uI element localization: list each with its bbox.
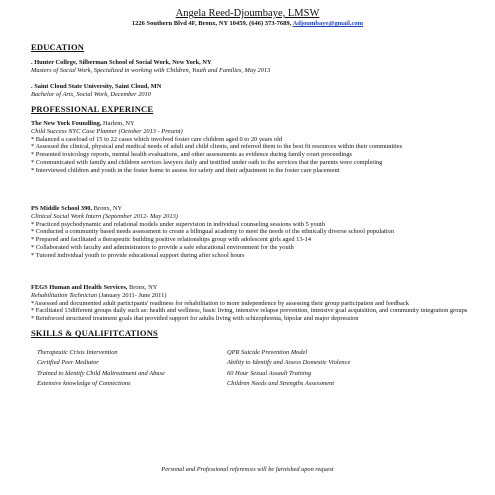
education-degree: Bachelor of Arts, Social Work, December 2010 <box>31 90 151 98</box>
job-entry <box>31 205 471 260</box>
skill-item: Certified Peer Mediator <box>37 359 99 367</box>
skills-list <box>37 348 457 390</box>
education-school: . Saint Cloud State University, Saint Cloud, MN <box>31 83 162 90</box>
job-bullet: * Collaborated with faculty and administrators to provide a safe educational environment for the youth <box>31 243 294 251</box>
email-link[interactable]: Adjoumbaye@gmail.com <box>292 20 364 27</box>
job-bullet: * Practiced psychodynamic and relational models under supervision in individual counseling sessions with 5 youth <box>31 220 325 228</box>
education-school: . Hunter College, Silberman School of Social Work, New York, NY <box>31 59 212 66</box>
job-entry <box>31 120 471 175</box>
references-note: Personal and Professional references will be furnished upon request <box>161 466 334 473</box>
job-bullet: * Facilitated 13different groups daily such as: health and wellness, basic living, intensive relapse prevention, intensive goal acquisition, and community integration groups <box>31 307 468 315</box>
skills-row <box>37 369 457 379</box>
skills-row <box>37 358 457 368</box>
skill-item: Therapeutic Crisis Intervention <box>37 349 118 356</box>
contact-line <box>0 20 495 28</box>
job-bullet: *Assessed and documented adult participants' readiness for rehabilitation to more independence by assessing their group participation and feedback <box>31 299 409 307</box>
job-dates: (January 2011- June 2011) <box>98 291 167 299</box>
skill-item: Trained to Identify Child Maltreatment and Abuse <box>37 369 165 377</box>
education-degree: Masters of Social Work, Specialized in working with Children, Youth and Families, May 2013 <box>31 66 271 74</box>
skills-heading: SKILLS & QUALIFITCATIONS <box>31 328 158 338</box>
skill-item: Children Needs and Strengths Assessment <box>227 380 334 388</box>
job-bullet: * Balanced a caseload of 15 to 22 cases which involved foster care children aged 0 to 20 years old <box>31 135 283 143</box>
education-entry <box>31 83 471 99</box>
job-bullet: * Presented toxicology reports, mental health evaluations, and other assessments as evidence during family court proceedings <box>31 151 353 159</box>
contact-address: 1226 Southern Blvd 4F, Bronx, NY 10459, (646) 373-7689, <box>131 20 292 27</box>
job-title: Rehabilitation Technician <box>31 291 97 299</box>
job-location: Bronx, NY <box>127 284 158 291</box>
skills-row <box>37 379 457 389</box>
job-bullet: * Conducted a community based needs assessment to create a bilingual academy to meet the needs of the ethnically diverse school population <box>31 228 394 236</box>
education-heading: EDUCATION <box>31 42 85 52</box>
skill-item: Extensive knowledge of Connections <box>37 380 131 388</box>
job-location: Harlem, NY <box>101 120 135 127</box>
education-entry <box>31 59 471 75</box>
job-bullet: * Prepared and facilitated a therapeutic building positive relationships group with adolescent girls aged 13-14 <box>31 236 312 244</box>
skills-row <box>37 348 457 358</box>
job-location: Bronx, NY <box>92 205 123 212</box>
skill-item: 60 Hour Sexual Assault Training <box>227 369 312 377</box>
job-org: FEGS Human and Health Services, <box>31 284 128 291</box>
job-bullet: * Assessed the clinical, physical and medical needs of adult and child clients, and referred them to the best fit resources within their communities <box>31 143 403 151</box>
resume-name: Angela Reed-Djoumbaye, LMSW <box>175 8 320 19</box>
skill-item: Ability to Identify and Assess Domestic Violence <box>227 359 351 367</box>
job-bullet: * Interviewed children and youth in the foster home to assess for safety and their adjustment in the foster care placement <box>31 166 340 174</box>
job-title: Clinical Social Work Intern (September 2012- May 2013) <box>31 212 178 220</box>
job-org: The New York Foundling, <box>31 120 102 127</box>
experience-heading: PROFESSIONAL EXPERINCE <box>31 104 154 114</box>
job-bullet: * Tutored individual youth to provide educational support during after school hours <box>31 251 245 259</box>
job-bullet: * Reinforced structured treatment goals that provided support for adults living with schizophrenia, bipolar and major depression <box>31 315 359 323</box>
job-org: PS Middle School 390, <box>31 205 93 212</box>
job-dates: (October 2013 - Present) <box>118 127 183 135</box>
job-bullet: * Communicated with family and children services lawyers daily and testified under oath to the services that the parents were completing <box>31 158 383 166</box>
skill-item: QPR Suicide Prevention Model <box>227 349 308 356</box>
job-entry <box>31 284 471 323</box>
job-title: Child Success NYC Case Planner <box>31 127 117 135</box>
